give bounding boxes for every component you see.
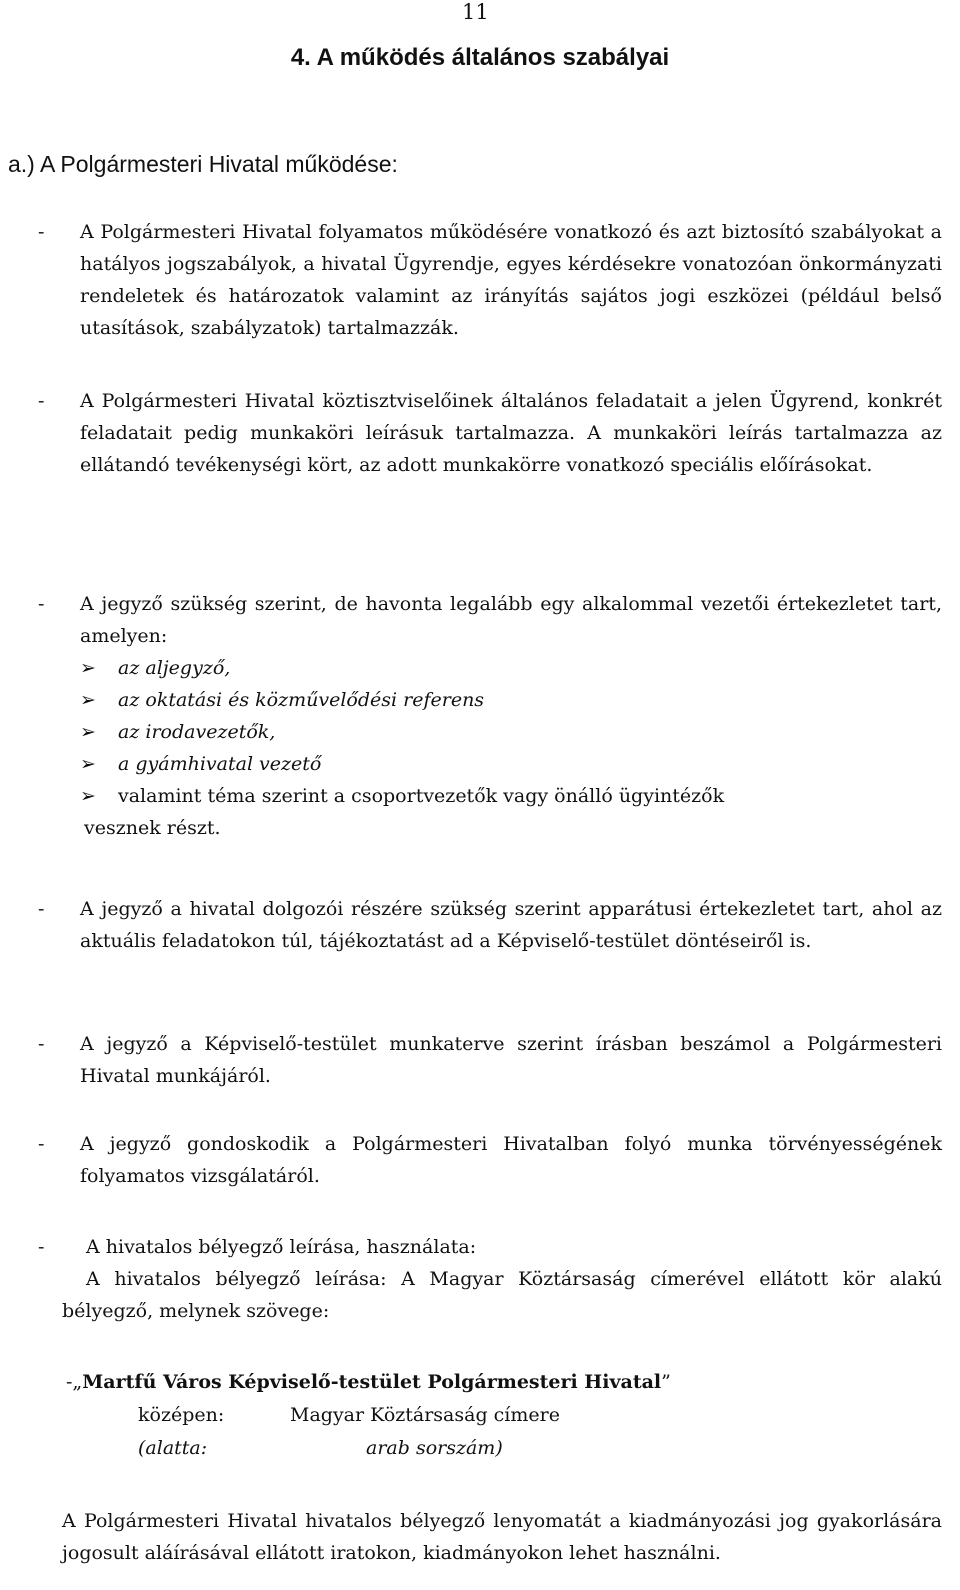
stamp-center-value: Magyar Köztársaság címere [290, 1404, 560, 1426]
dash-marker: - [38, 221, 45, 243]
page-number: 11 [462, 0, 489, 24]
list-item-text: az oktatási és közművelődési referens [118, 689, 485, 711]
dash-marker: - [38, 1133, 45, 1155]
dash-marker: - [38, 593, 45, 615]
list-item-text: a gyámhivatal vezető [118, 753, 322, 775]
subsection-heading: a.) A Polgármesteri Hivatal működése: [8, 151, 398, 177]
dash-marker: - [38, 1236, 45, 1258]
stamp-section-title: A hivatalos bélyegző leírása, használata: [86, 1236, 477, 1258]
list-item [80, 716, 942, 748]
paragraph-5 [38, 1028, 942, 1092]
paragraph-2 [38, 385, 942, 481]
stamp-description: A hivatalos bélyegző leírása: A Magyar Köztársaság címerével ellátott kör alakú bélyegző, melynek szövege: [62, 1268, 942, 1322]
list-item [80, 780, 942, 812]
participant-list [80, 652, 942, 812]
stamp-text [66, 1366, 671, 1398]
stamp-prefix: -„ [66, 1371, 83, 1393]
arrow-bullet-icon: ➢ [80, 721, 96, 743]
paragraph-text: A Polgármesteri Hivatal folyamatos működésére vonatkozó és azt biztosító szabályokat a hatályos jogszabályok, a hivatal Ügyrendje, egyes kérdésekre vonatozóan önkormányzati rendeletek és határozatok valamint az irányítás sajátos jogi eszközei (például belső utasítások, szabályzatok) tartalmazzák. [80, 221, 942, 339]
paragraph-4 [38, 893, 942, 957]
list-item-text: az irodavezetők, [118, 721, 276, 743]
dash-marker: - [38, 898, 45, 920]
list-item-text: valamint téma szerint a csoportvezetők vagy önálló ügyintézők [118, 785, 725, 807]
stamp-below-value: arab sorszám) [366, 1437, 503, 1459]
list-item [80, 652, 942, 684]
arrow-bullet-icon: ➢ [80, 753, 96, 775]
paragraph-text: A jegyző a Képviselő-testület munkaterve szerint írásban beszámol a Polgármesteri Hivatal munkájáról. [80, 1033, 942, 1087]
paragraph-7 [38, 1231, 942, 1327]
dash-marker: - [38, 390, 45, 412]
dash-marker: - [38, 1033, 45, 1055]
paragraph-text: A jegyző gondoskodik a Polgármesteri Hivatalban folyó munka törvényességének folyamatos vizsgálatáról. [80, 1133, 942, 1187]
list-item [80, 684, 942, 716]
list-item [80, 748, 942, 780]
arrow-bullet-icon: ➢ [80, 689, 96, 711]
stamp-suffix: ” [661, 1371, 671, 1393]
stamp-center-label: középen: [138, 1404, 225, 1426]
paragraph-outro: vesznek részt. [84, 817, 221, 839]
paragraph-text: A jegyző szükség szerint, de havonta legalább egy alkalommal vezetői értekezletet tart, amelyen: [80, 593, 942, 647]
stamp-below-label: (alatta: [138, 1437, 208, 1459]
stamp-name: Martfű Város Képviselő-testület Polgármesteri Hivatal [82, 1371, 662, 1393]
arrow-bullet-icon: ➢ [80, 785, 96, 807]
paragraph-3 [38, 588, 942, 844]
paragraph-6 [38, 1128, 942, 1192]
final-paragraph: A Polgármesteri Hivatal hivatalos bélyegző lenyomatát a kiadmányozási jog gyakorlására jogosult aláírásával ellátott iratokon, kiadmányokon lehet használni. [62, 1510, 942, 1564]
paragraph-text: A Polgármesteri Hivatal köztisztviselőinek általános feladatait a jelen Ügyrend, konkrét feladatait pedig munkaköri leírásuk tartalmazza. A munkaköri leírás tartalmazza az ellátandó tevékenységi kört, az adott munkakörre vonatkozó speciális előírásokat. [80, 390, 942, 476]
paragraph-1 [38, 216, 942, 344]
list-item-text: az aljegyző, [118, 657, 231, 679]
paragraph-text: A jegyző a hivatal dolgozói részére szükség szerint apparátusi értekezletet tart, ahol az aktuális feladatokon túl, tájékoztatást ad a Képviselő-testület döntéseiről is. [80, 898, 942, 952]
section-heading: 4. A működés általános szabályai [290, 44, 670, 71]
arrow-bullet-icon: ➢ [80, 657, 96, 679]
